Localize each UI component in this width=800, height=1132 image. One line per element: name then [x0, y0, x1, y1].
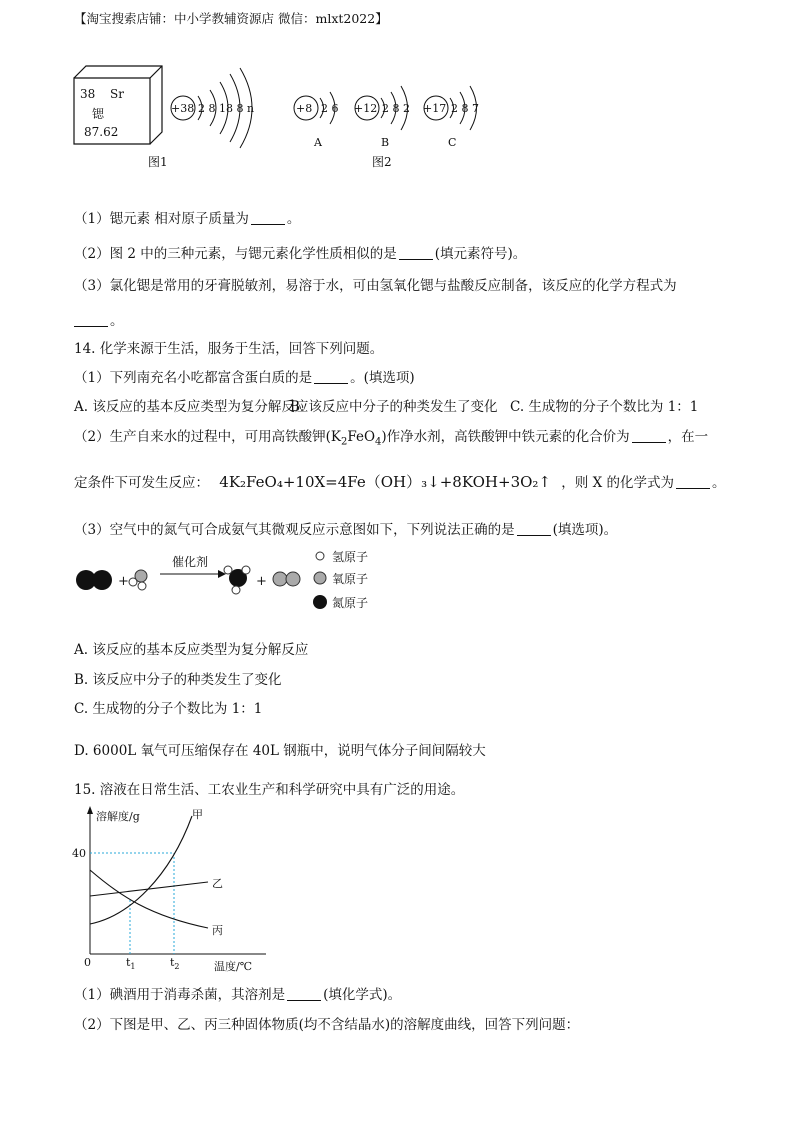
q14-part3: （3）空气中的氮气可合成氨气其微观反应示意图如下，下列说法正确的是 (填选项)。 — [74, 522, 618, 538]
atom-structure-figures — [70, 60, 490, 180]
element-box — [74, 66, 162, 144]
q15-stem: 15. 溶液在日常生活、工农业生产和科学研究中具有广泛的用途。 — [74, 782, 465, 798]
q14-part1: （1）下列南充名小吃都富含蛋白质的是 。(填选项) — [74, 370, 415, 386]
svg-text:+: + — [256, 574, 267, 589]
q14-option-c: C. 生成物的分子个数比为 1：1 — [510, 399, 699, 415]
sr-atom-diagram — [171, 68, 254, 148]
fig1-label: 图1 — [148, 155, 168, 169]
q13-part3: （3）氯化锶是常用的牙膏脱敏剂，易溶于水，可由氢氧化锶与盐酸反应制备，该反应的化学方程式为 — [74, 278, 677, 294]
legend-hydrogen: 氢原子 — [332, 550, 369, 564]
atom-a-nucleus: +8 — [296, 102, 313, 115]
header-text: 【淘宝搜索店铺：中小学教辅资源店 微信：mlxt2022】 — [74, 11, 388, 26]
sr-nucleus: +38 — [171, 102, 195, 115]
answer-blank — [287, 988, 321, 1001]
atom-b — [354, 86, 410, 149]
svg-text:+: + — [118, 574, 129, 589]
q14-stem: 14. 化学来源于生活，服务于生活，回答下列问题。 — [74, 341, 384, 357]
answer-blank — [74, 314, 108, 327]
series-jia-label: 甲 — [192, 808, 203, 821]
x-axis-label: 温度/℃ — [214, 960, 253, 973]
atom-c-nucleus: +17 — [423, 102, 447, 115]
q14-p3-option-d: D. 6000L 氧气可压缩保存在 40L 钢瓶中，说明气体分子间间隔较大 — [74, 743, 486, 759]
q15-part1: （1）碘酒用于消毒杀菌，其溶剂是 (填化学式)。 — [74, 987, 402, 1003]
answer-blank — [632, 430, 666, 443]
series-yi-label: 乙 — [212, 877, 223, 890]
atom-b-nucleus: +12 — [354, 102, 378, 115]
q14-p3-option-c: C. 生成物的分子个数比为 1：1 — [74, 701, 263, 717]
atom-b-shells: 2 8 2 — [382, 102, 410, 115]
series-bing-line — [90, 870, 208, 928]
answer-blank — [517, 523, 551, 536]
answer-blank — [314, 371, 348, 384]
q13-part1: （1）锶元素 相对原子质量为 。 — [74, 211, 301, 227]
atom-c-letter: C — [448, 136, 457, 149]
atom-a-letter: A — [314, 136, 322, 149]
series-bing-label: 丙 — [212, 924, 223, 937]
x-tick-t2: $t_2$ — [170, 956, 180, 971]
origin-label: 0 — [84, 956, 91, 969]
nitrogen-atom — [92, 570, 112, 590]
element-symbol: Sr — [110, 87, 124, 101]
q14-p3-option-b: B. 该反应中分子的种类发生了变化 — [74, 672, 282, 688]
catalyst-label: 催化剂 — [172, 555, 209, 569]
q14-option-b: B. 该反应中分子的种类发生了变化 — [290, 399, 498, 415]
y-axis-label: 溶解度/g — [96, 810, 140, 823]
legend-nitrogen: 氮原子 — [332, 596, 369, 610]
micro-reaction-diagram — [70, 548, 400, 616]
y-tick-40: 40 — [72, 847, 86, 860]
answer-blank — [251, 212, 285, 225]
atom-c-shells: 2 8 7 — [451, 102, 479, 115]
atom-a — [294, 92, 339, 149]
fig2-label: 图2 — [372, 155, 392, 169]
element-mass: 87.62 — [84, 125, 119, 139]
q13-part3-answer: 。 — [74, 312, 124, 330]
q15-part2: （2）下图是甲、乙、丙三种固体物质(均不含结晶水)的溶解度曲线，回答下列问题： — [74, 1017, 580, 1033]
answer-blank — [676, 476, 710, 489]
q14-p3-option-a: A. 该反应的基本反应类型为复分解反应 — [74, 642, 309, 658]
reaction-equation: 4K₂FeO₄+10X=4Fe（OH）₃↓+8KOH+3O₂↑ — [219, 473, 551, 491]
q14-option-a: A. 该反应的基本反应类型为复分解反应 — [74, 399, 309, 415]
q13-part2: （2）图 2 中的三种元素，与锶元素化学性质相似的是 (填元素符号)。 — [74, 246, 527, 262]
series-jia-line — [90, 816, 192, 924]
solubility-chart — [70, 804, 270, 976]
element-number: 38 — [80, 87, 96, 101]
atom-b-letter: B — [381, 136, 390, 149]
atom-c — [423, 86, 479, 149]
q14-part2-line1: （2）生产自来水的过程中，可用高铁酸钾$(K_2FeO_4)$作净水剂，高铁酸钾中铁元素的化合价为 ，在一 — [74, 429, 709, 448]
q14-part2-line2: 定条件下可发生反应： 4K₂FeO₄+10X=4Fe（OH）₃↓+8KOH+3O₂↑ ，则 X 的化学式为 。 — [74, 473, 726, 491]
x-tick-t1: $t_1$ — [126, 956, 136, 971]
atom-a-shells: 2 6 — [321, 102, 339, 115]
element-name: 锶 — [92, 107, 105, 121]
answer-blank — [399, 247, 433, 260]
sr-shells: 2 8 18 8 n — [198, 102, 255, 115]
legend-oxygen: 氧原子 — [332, 572, 369, 586]
